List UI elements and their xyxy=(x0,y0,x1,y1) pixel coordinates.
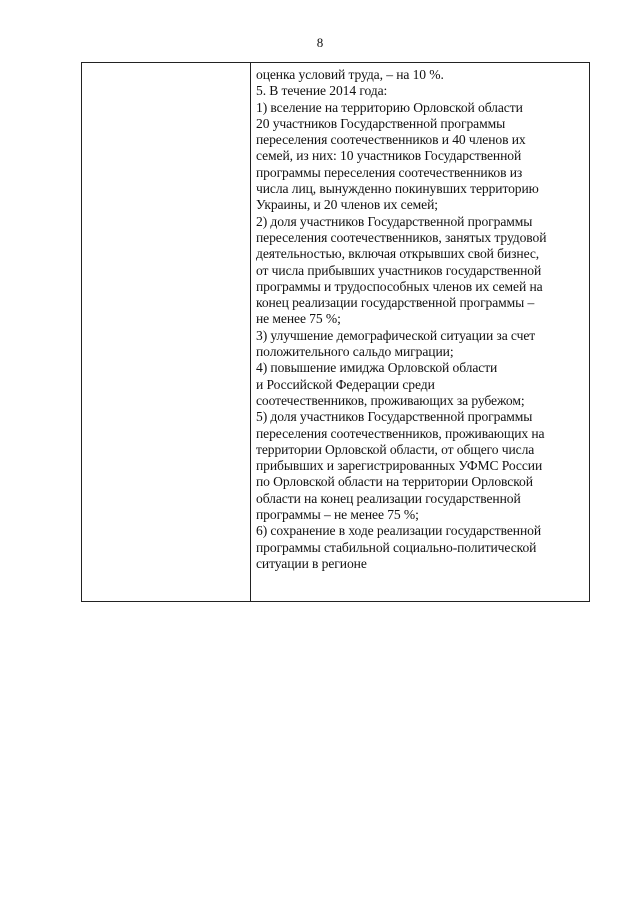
text-line: и Российской Федерации среди xyxy=(256,376,435,392)
text-line: 6) сохранение в ходе реализации государственной xyxy=(256,523,541,539)
page-number: 8 xyxy=(316,35,324,50)
text-line: программы и трудоспособных членов их семей на xyxy=(256,278,543,294)
text-line: 20 участников Государственной программы xyxy=(256,115,506,131)
text-line: оценка условий труда, – на 10 %. xyxy=(256,67,444,82)
text-line: переселения соотечественников и 40 членов их xyxy=(256,132,526,148)
text-line: семей, из них: 10 участников Государственной xyxy=(256,148,522,164)
text-line: программы переселения соотечественников из xyxy=(256,164,523,180)
table-right-cell xyxy=(251,63,589,601)
text-line: области на конец реализации государственной xyxy=(256,490,521,506)
text-line: прибывших и зарегистрированных УФМС России xyxy=(256,458,543,474)
table-left-cell xyxy=(82,63,251,601)
text-line: не менее 75 %; xyxy=(256,311,341,327)
text-line: 1) вселение на территорию Орловской области xyxy=(256,99,523,115)
text-line: числа лиц, вынужденно покинувших территорию xyxy=(256,181,539,197)
text-line: территории Орловской области, от общего числа xyxy=(256,441,535,457)
text-line: от числа прибывших участников государственной xyxy=(256,262,542,278)
text-line: конец реализации государственной программы – xyxy=(256,295,535,311)
text-line: по Орловской области на территории Орловской xyxy=(256,474,533,490)
text-line: 3) улучшение демографической ситуации за счет xyxy=(256,327,536,343)
text-line: положительного сальдо миграции; xyxy=(256,344,454,360)
text-line: переселения соотечественников, проживающих на xyxy=(256,425,545,441)
text-line: программы стабильной социально-политической xyxy=(256,539,537,555)
text-line: ситуации в регионе xyxy=(256,555,367,571)
text-line: соотечественников, проживающих за рубежом; xyxy=(256,392,525,408)
text-line: деятельностью, включая открывших свой бизнес, xyxy=(256,246,540,262)
text-line: 5. В течение 2014 года: xyxy=(256,83,388,99)
text-line: 5) доля участников Государственной программы xyxy=(256,409,533,425)
text-line: программы – не менее 75 %; xyxy=(256,507,419,523)
document-table xyxy=(81,62,590,602)
text-line: переселения соотечественников, занятых трудовой xyxy=(256,229,547,245)
text-line: 2) доля участников Государственной программы xyxy=(256,213,533,229)
text-line: 4) повышение имиджа Орловской области xyxy=(256,360,498,376)
text-line: Украины, и 20 членов их семей; xyxy=(256,197,438,213)
